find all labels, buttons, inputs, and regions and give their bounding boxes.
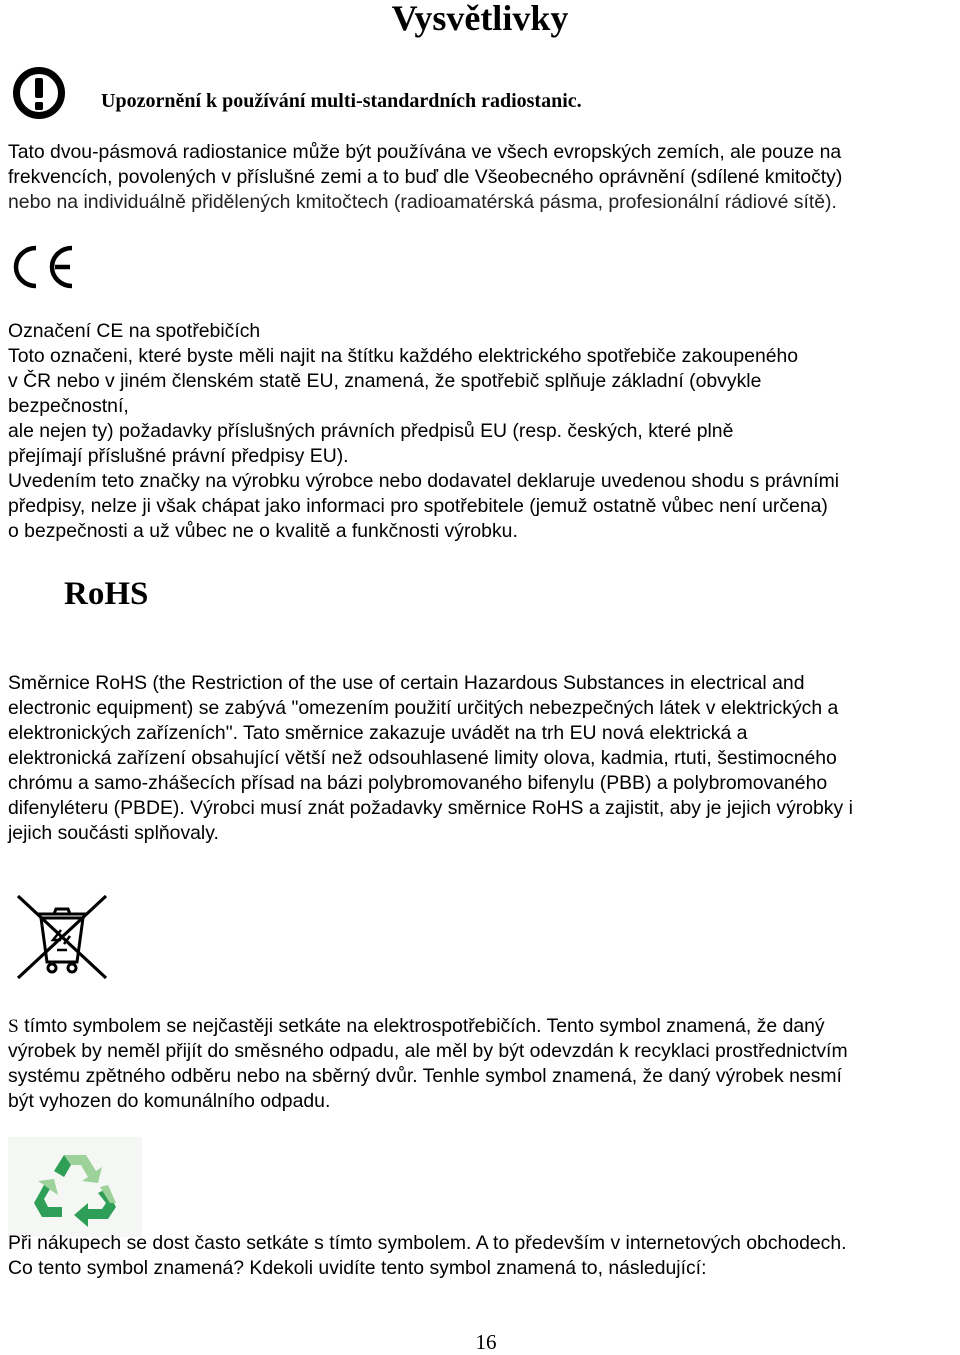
recycle-arrows-icon (8, 1137, 142, 1237)
text-line: ale nejen ty) požadavky příslušných právních předpisů EU (resp. českých, které plně (8, 420, 734, 442)
text-line: o bezpečnosti a už vůbec ne o kvalitě a funkčnosti výrobku. (8, 520, 518, 542)
text-line: Co tento symbol znamená? Kdekoli uvidíte tento symbol znamená to, následující: (8, 1257, 707, 1279)
ce-paragraph (8, 319, 960, 544)
text-line: předpisy, nelze ji však chápat jako informaci pro spotřebitele (jemuž ostatně vůbec není určena) (8, 495, 828, 517)
text-line: electronic equipment) se zabývá "omezením použití určitých nebezpečných látek v elektrických a (8, 697, 839, 719)
text-line: Toto označeni, které byste měli najit na štítku každého elektrického spotřebiče zakoupeného (8, 345, 799, 367)
text-line: frekvencích, povolených v příslušné zemi a to buď dle Všeobecného oprávnění (sdílené kmitočty) (8, 166, 843, 188)
crossed-bin-icon (14, 892, 110, 982)
weee-paragraph (8, 1014, 960, 1114)
ce-heading: Označení CE na spotřebičích (8, 320, 261, 342)
text-line-rest: tímto symbolem se nejčastěji setkáte na elektrospotřebičích. Tento symbol znamená, že daný (18, 1015, 825, 1037)
text-line: systému zpětného odběru nebo na sběrný dvůr. Tenhle symbol znamená, že daný výrobek nesmí (8, 1065, 842, 1087)
text-line: Směrnice RoHS (the Restriction of the use of certain Hazardous Substances in electrical and (8, 672, 805, 694)
text-line: chrómu a samo-zhášecích přísad na bázi polybromovaného bifenylu (PBB) a polybromovaného (8, 772, 828, 794)
text-line: bezpečnostní, (8, 395, 129, 417)
text-line: elektronických zařízeních". Tato směrnice zakazuje uvádět na trh EU nová elektrická a (8, 722, 748, 744)
ce-mark-icon (10, 243, 76, 291)
text-line: Při nákupech se dost často setkáte s tímto symbolem. A to především v internetových obchodech. (8, 1232, 847, 1254)
exclamation-circle-icon (12, 66, 66, 120)
text-line: Uvedením teto značky na výrobku výrobce nebo dodavatel deklaruje uvedenou shodu s právními (8, 470, 840, 492)
text-line: difenyléteru (PBDE). Výrobci musí znát požadavky směrnice RoHS a zajistit, aby je jejich výrobky i (8, 797, 853, 819)
text-line: v ČR nebo v jiném členském statě EU, znamená, že spotřebič splňuje základní (obvykle (8, 370, 762, 392)
text-line: výrobek by neměl přijít do směsného odpadu, ale měl by být odevzdán k recyklaci prostřednictvím (8, 1040, 848, 1062)
text-line: být vyhozen do komunálního odpadu. (8, 1090, 331, 1112)
recycling-paragraph (8, 1231, 960, 1281)
warning-heading: Upozornění k používání multi-standardních radiostanic. (101, 90, 582, 112)
text-line: nebo na individuálně přidělených kmitočtech (radioamatérská pásma, profesionální rádiové sítě). (8, 191, 837, 213)
text-line: Tato dvou-pásmová radiostanice může být používána ve všech evropských zemích, ale pouze na (8, 141, 842, 163)
text-line (8, 1014, 960, 1039)
text-line: jejich součásti splňovaly. (8, 822, 219, 844)
rohs-paragraph (8, 671, 960, 846)
text-line: elektronická zařízení obsahující větší než odsouhlasené limity olova, kadmia, rtuti, šestimocného (8, 747, 837, 769)
page-title: Vysvětlivky (391, 0, 569, 38)
page-number: 16 (475, 1330, 497, 1354)
drop-letter: S (8, 1016, 19, 1037)
text-line: přejímají příslušné právní předpisy EU). (8, 445, 349, 467)
warning-paragraph (8, 140, 960, 215)
rohs-heading: RoHS (64, 576, 149, 612)
